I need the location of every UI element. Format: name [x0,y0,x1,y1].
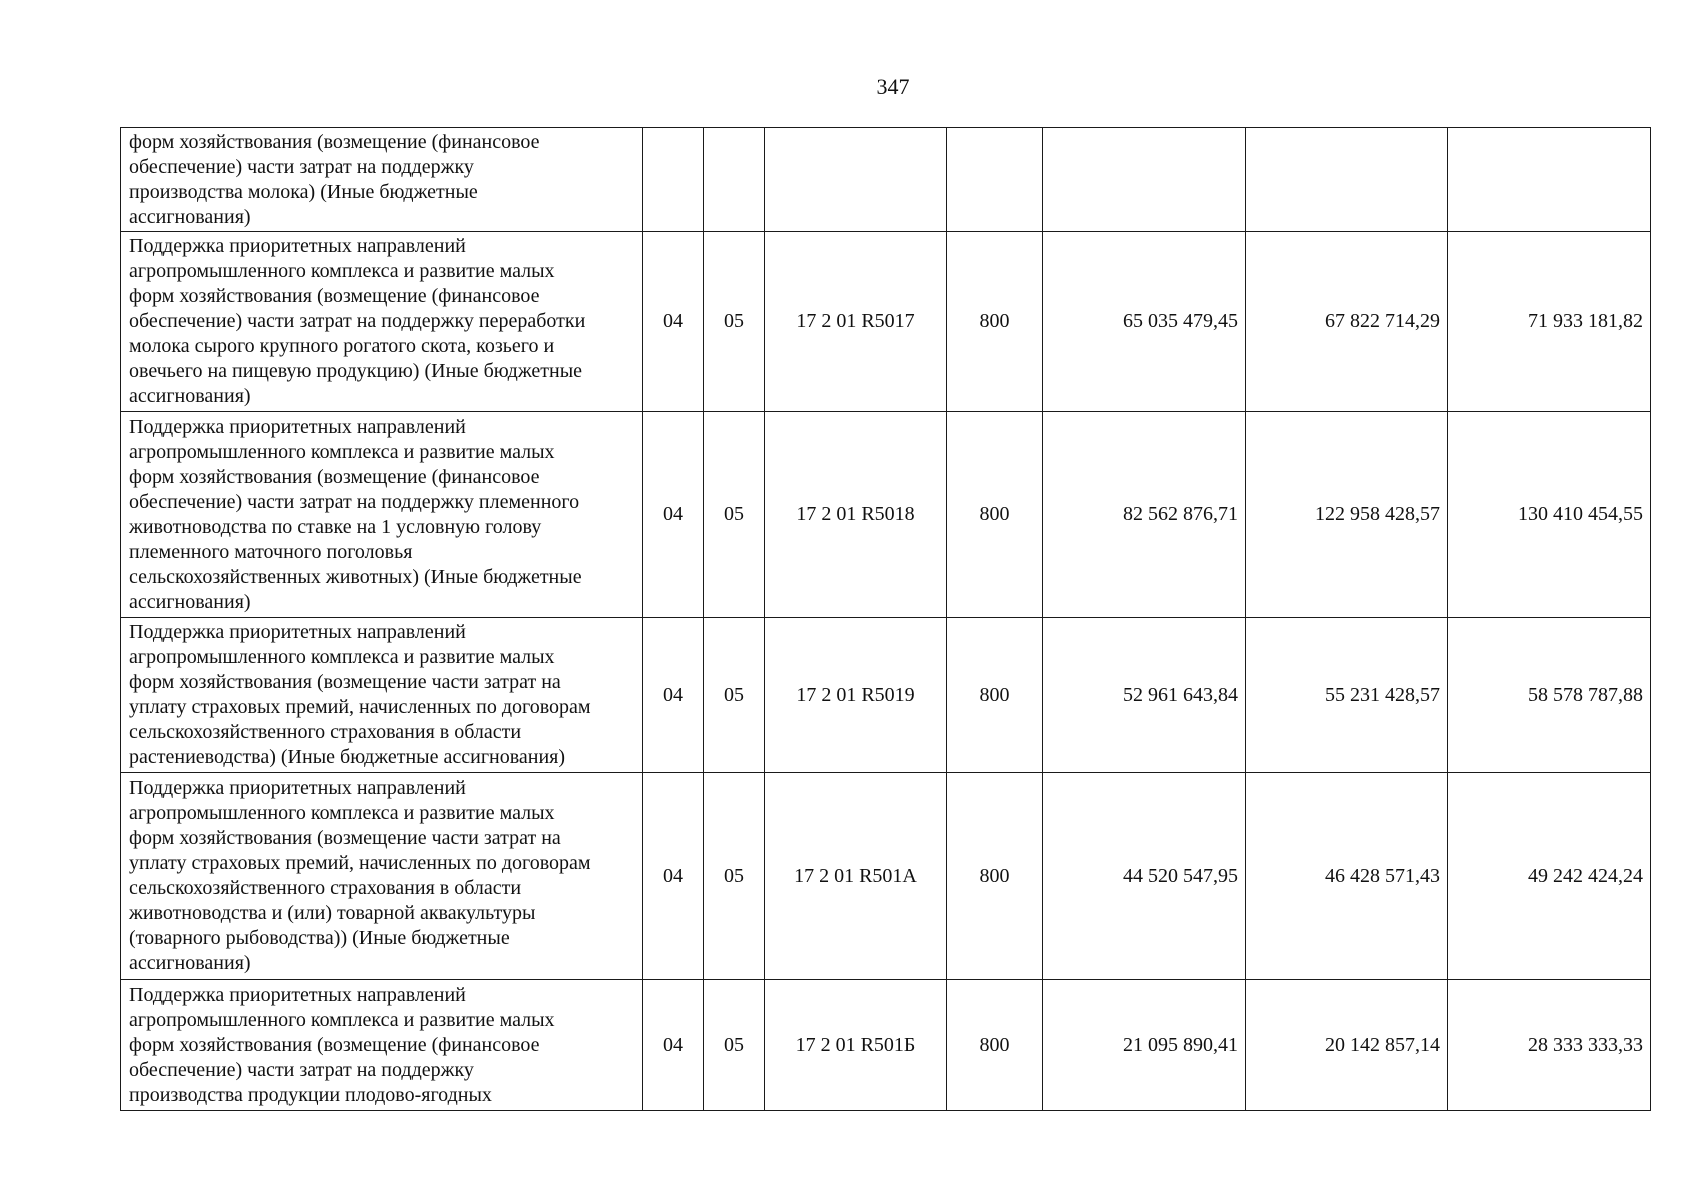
description-line: обеспечение) части затрат на поддержку переработки [129,310,586,332]
description-line: овечьего на пищевую продукцию) (Иные бюджетные [129,360,583,382]
description-line: форм хозяйствования (возмещение части затрат на [129,827,561,849]
expense-type-cell: 800 [947,980,1043,1111]
description-cell [121,618,643,773]
target-article-cell: 17 2 01 R5017 [765,232,947,412]
subsection-code-cell: 05 [704,232,765,412]
description-cell [121,232,643,412]
subsection-code-cell [704,128,765,232]
description-line: уплату страховых премий, начисленных по договорам [129,696,591,718]
description-line: агропромышленного комплекса и развитие малых [129,802,555,824]
amount-year1-cell: 44 520 547,95 [1043,773,1246,980]
description-line: Поддержка приоритетных направлений [129,777,466,799]
description-line: форм хозяйствования (возмещение (финансовое [129,465,540,488]
amount-year1-cell [1043,128,1246,232]
description-cell [121,412,643,618]
description-line: животноводства и (или) товарной аквакультуры [129,902,536,924]
description-line: обеспечение) части затрат на поддержку [129,1058,474,1081]
description-line: Поддержка приоритетных направлений [129,621,466,643]
amount-year3-cell [1448,128,1651,232]
amount-year2-cell: 20 142 857,14 [1246,980,1448,1111]
subsection-code-cell: 05 [704,412,765,618]
description-line: ассигнования) [129,385,251,407]
amount-year3-cell: 58 578 787,88 [1448,618,1651,773]
description-line: племенного маточного поголовья [129,540,413,563]
description-cell [121,980,643,1111]
expense-type-cell: 800 [947,412,1043,618]
amount-year2-cell: 67 822 714,29 [1246,232,1448,412]
table-row [121,618,1651,773]
table-row [121,980,1651,1111]
amount-year3-cell: 130 410 454,55 [1448,412,1651,618]
description-line: обеспечение) части затрат на поддержку [129,155,474,178]
table-row [121,232,1651,412]
description-line: агропромышленного комплекса и развитие малых [129,1008,555,1031]
target-article-cell [765,128,947,232]
description-line: ассигнования) [129,952,251,974]
description-line: агропромышленного комплекса и развитие малых [129,260,555,282]
description-line: форм хозяйствования (возмещение (финансовое [129,1033,540,1056]
description-line: агропромышленного комплекса и развитие малых [129,646,555,668]
section-code-cell: 04 [643,232,704,412]
amount-year1-cell: 82 562 876,71 [1043,412,1246,618]
description-cell [121,128,643,232]
section-code-cell: 04 [643,980,704,1111]
description-line: сельскохозяйственного страхования в области [129,877,522,899]
description-line: Поддержка приоритетных направлений [129,983,466,1006]
amount-year2-cell: 46 428 571,43 [1246,773,1448,980]
amount-year1-cell: 52 961 643,84 [1043,618,1246,773]
expense-type-cell [947,128,1043,232]
description-line: агропромышленного комплекса и развитие малых [129,440,555,463]
description-line: Поддержка приоритетных направлений [129,235,466,257]
expense-type-cell: 800 [947,773,1043,980]
amount-year2-cell [1246,128,1448,232]
table-row [121,773,1651,980]
amount-year3-cell: 28 333 333,33 [1448,980,1651,1111]
description-line: сельскохозяйственных животных) (Иные бюджетные [129,565,582,588]
target-article-cell: 17 2 01 R5019 [765,618,947,773]
description-line: форм хозяйствования (возмещение части затрат на [129,671,561,693]
target-article-cell: 17 2 01 R5018 [765,412,947,618]
table-row [121,128,1651,232]
section-code-cell: 04 [643,412,704,618]
subsection-code-cell: 05 [704,618,765,773]
subsection-code-cell: 05 [704,773,765,980]
description-line: молока сырого крупного рогатого скота, козьего и [129,335,555,357]
expense-type-cell: 800 [947,618,1043,773]
description-line: производства продукции плодово-ягодных [129,1083,492,1106]
target-article-cell: 17 2 01 R501А [765,773,947,980]
description-line: обеспечение) части затрат на поддержку племенного [129,490,580,513]
description-line: растениеводства) (Иные бюджетные ассигнования) [129,746,566,768]
description-line: производства молока) (Иные бюджетные [129,180,478,203]
description-line: Поддержка приоритетных направлений [129,415,466,438]
description-line: животноводства по ставке на 1 условную голову [129,515,542,538]
budget-allocation-table [120,127,1651,1111]
description-line: форм хозяйствования (возмещение (финансовое [129,130,540,153]
expense-type-cell: 800 [947,232,1043,412]
amount-year3-cell: 49 242 424,24 [1448,773,1651,980]
subsection-code-cell: 05 [704,980,765,1111]
description-line: уплату страховых премий, начисленных по договорам [129,852,591,874]
description-line: форм хозяйствования (возмещение (финансовое [129,285,540,307]
section-code-cell [643,128,704,232]
section-code-cell: 04 [643,773,704,980]
description-cell [121,773,643,980]
target-article-cell: 17 2 01 R501Б [765,980,947,1111]
section-code-cell: 04 [643,618,704,773]
description-line: ассигнования) [129,205,251,228]
amount-year3-cell: 71 933 181,82 [1448,232,1651,412]
page-number: 347 [876,74,910,99]
description-line: (товарного рыбоводства)) (Иные бюджетные [129,927,510,949]
amount-year2-cell: 122 958 428,57 [1246,412,1448,618]
amount-year1-cell: 65 035 479,45 [1043,232,1246,412]
description-line: сельскохозяйственного страхования в области [129,721,522,743]
amount-year2-cell: 55 231 428,57 [1246,618,1448,773]
table-row [121,412,1651,618]
amount-year1-cell: 21 095 890,41 [1043,980,1246,1111]
description-line: ассигнования) [129,590,251,613]
